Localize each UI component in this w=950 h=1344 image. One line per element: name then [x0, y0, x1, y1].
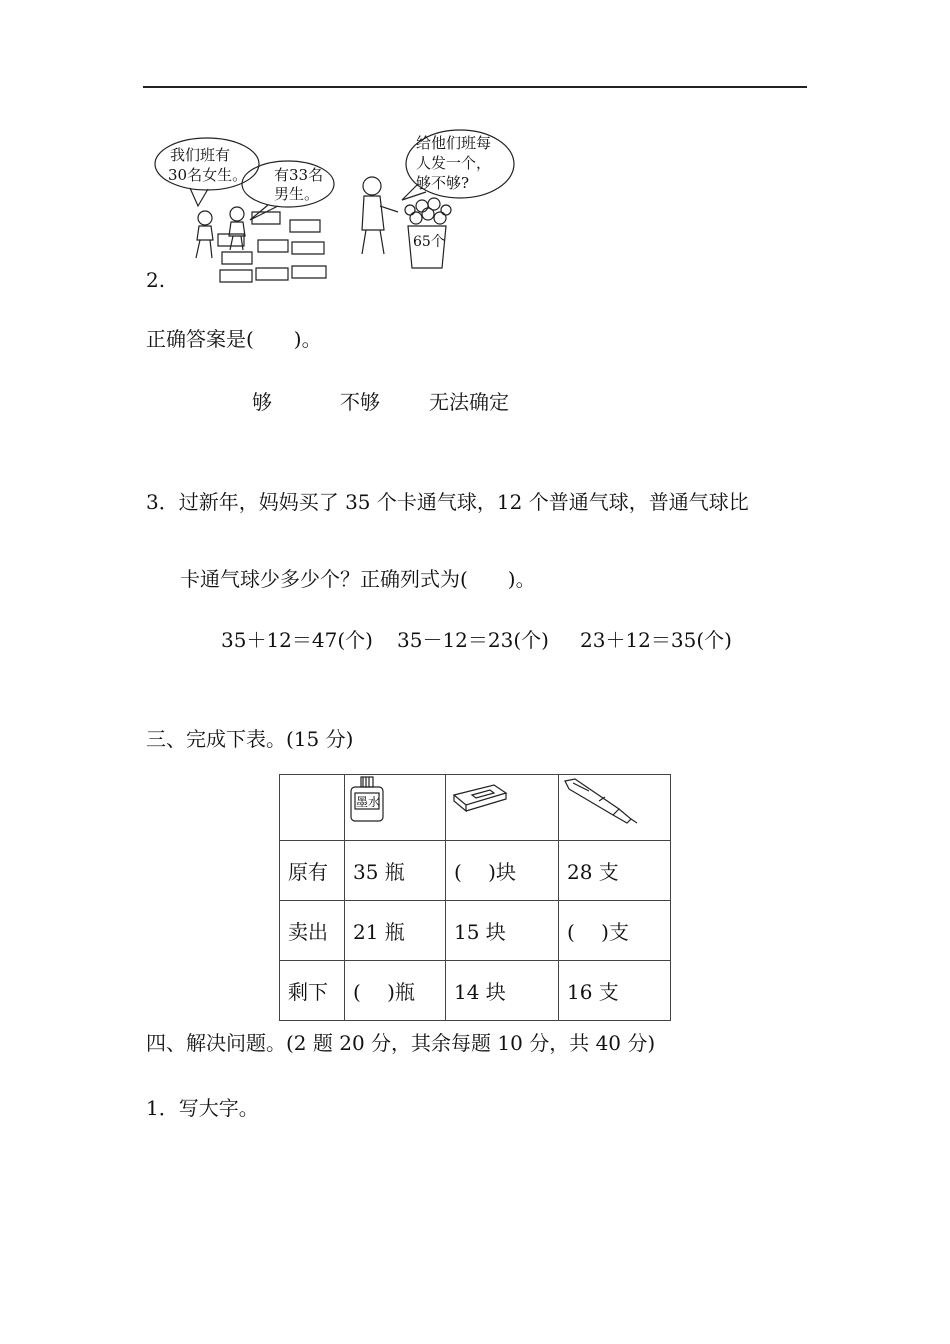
q3-option-2: 35－12＝23(个): [397, 628, 549, 652]
table-row: [280, 901, 671, 961]
ink-header-cell: [345, 775, 446, 841]
section4-q1: 1．写大字。: [146, 1096, 259, 1120]
q3-line2: 卡通气球少多少个？正确列式为( )。: [180, 567, 536, 591]
teacher-bubble-line2: 人发一个，: [416, 154, 492, 172]
table-header-row: [280, 775, 671, 841]
q2-number: 2.: [146, 268, 166, 292]
ink-cell: 35 瓶: [345, 841, 446, 901]
ink-cell: 21 瓶: [345, 901, 446, 961]
q2-option-2: 不够: [340, 390, 380, 414]
teacher-bubble-line3: 够不够?: [416, 174, 470, 192]
row-label: 剩下: [280, 961, 345, 1021]
pen-cell[interactable]: ( )支: [559, 901, 671, 961]
basket-label: 65个: [413, 234, 445, 250]
table-corner-cell: [280, 775, 345, 841]
ink-label: 墨水: [356, 795, 381, 809]
eraser-icon: [446, 775, 542, 835]
eraser-cell: 14 块: [446, 961, 559, 1021]
header-rule: [143, 86, 807, 88]
boys-bubble-line2: 男生。: [274, 185, 320, 203]
q3-option-3: 23＋12＝35(个): [580, 628, 732, 652]
section4-title: 四、解决问题。(2 题 20 分，其余每题 10 分，共 40 分): [146, 1031, 656, 1055]
eraser-cell[interactable]: ( )块: [446, 841, 559, 901]
q2-prompt: 正确答案是( )。: [146, 327, 322, 351]
row-label: 原有: [280, 841, 345, 901]
girls-bubble-line2: 30名女生。: [168, 166, 248, 184]
table-row: [280, 961, 671, 1021]
ink-cell[interactable]: ( )瓶: [345, 961, 446, 1021]
teacher-bubble-line1: 给他们班每: [416, 134, 492, 152]
section3-title: 三、完成下表。(15 分): [146, 727, 354, 751]
pen-cell: 16 支: [559, 961, 671, 1021]
pen-header-cell: [559, 775, 671, 841]
table-row: [280, 841, 671, 901]
ink-bottle-icon: [345, 775, 429, 835]
q2-option-1: 够: [252, 390, 272, 414]
eraser-header-cell: [446, 775, 559, 841]
girls-bubble-line1: 我们班有: [170, 146, 231, 164]
pen-cell: 28 支: [559, 841, 671, 901]
boys-bubble-line1: 有33名: [274, 166, 324, 184]
eraser-cell: 15 块: [446, 901, 559, 961]
q3-line1: 3．过新年，妈妈买了 35 个卡通气球，12 个普通气球，普通气球比: [146, 490, 749, 514]
row-label: 卖出: [280, 901, 345, 961]
classroom-illustration: [150, 122, 520, 292]
fountain-pen-icon: [559, 775, 654, 835]
q3-option-1: 35＋12＝47(个): [221, 628, 373, 652]
q2-option-3: 无法确定: [429, 390, 509, 414]
stationery-table: [279, 774, 671, 1021]
